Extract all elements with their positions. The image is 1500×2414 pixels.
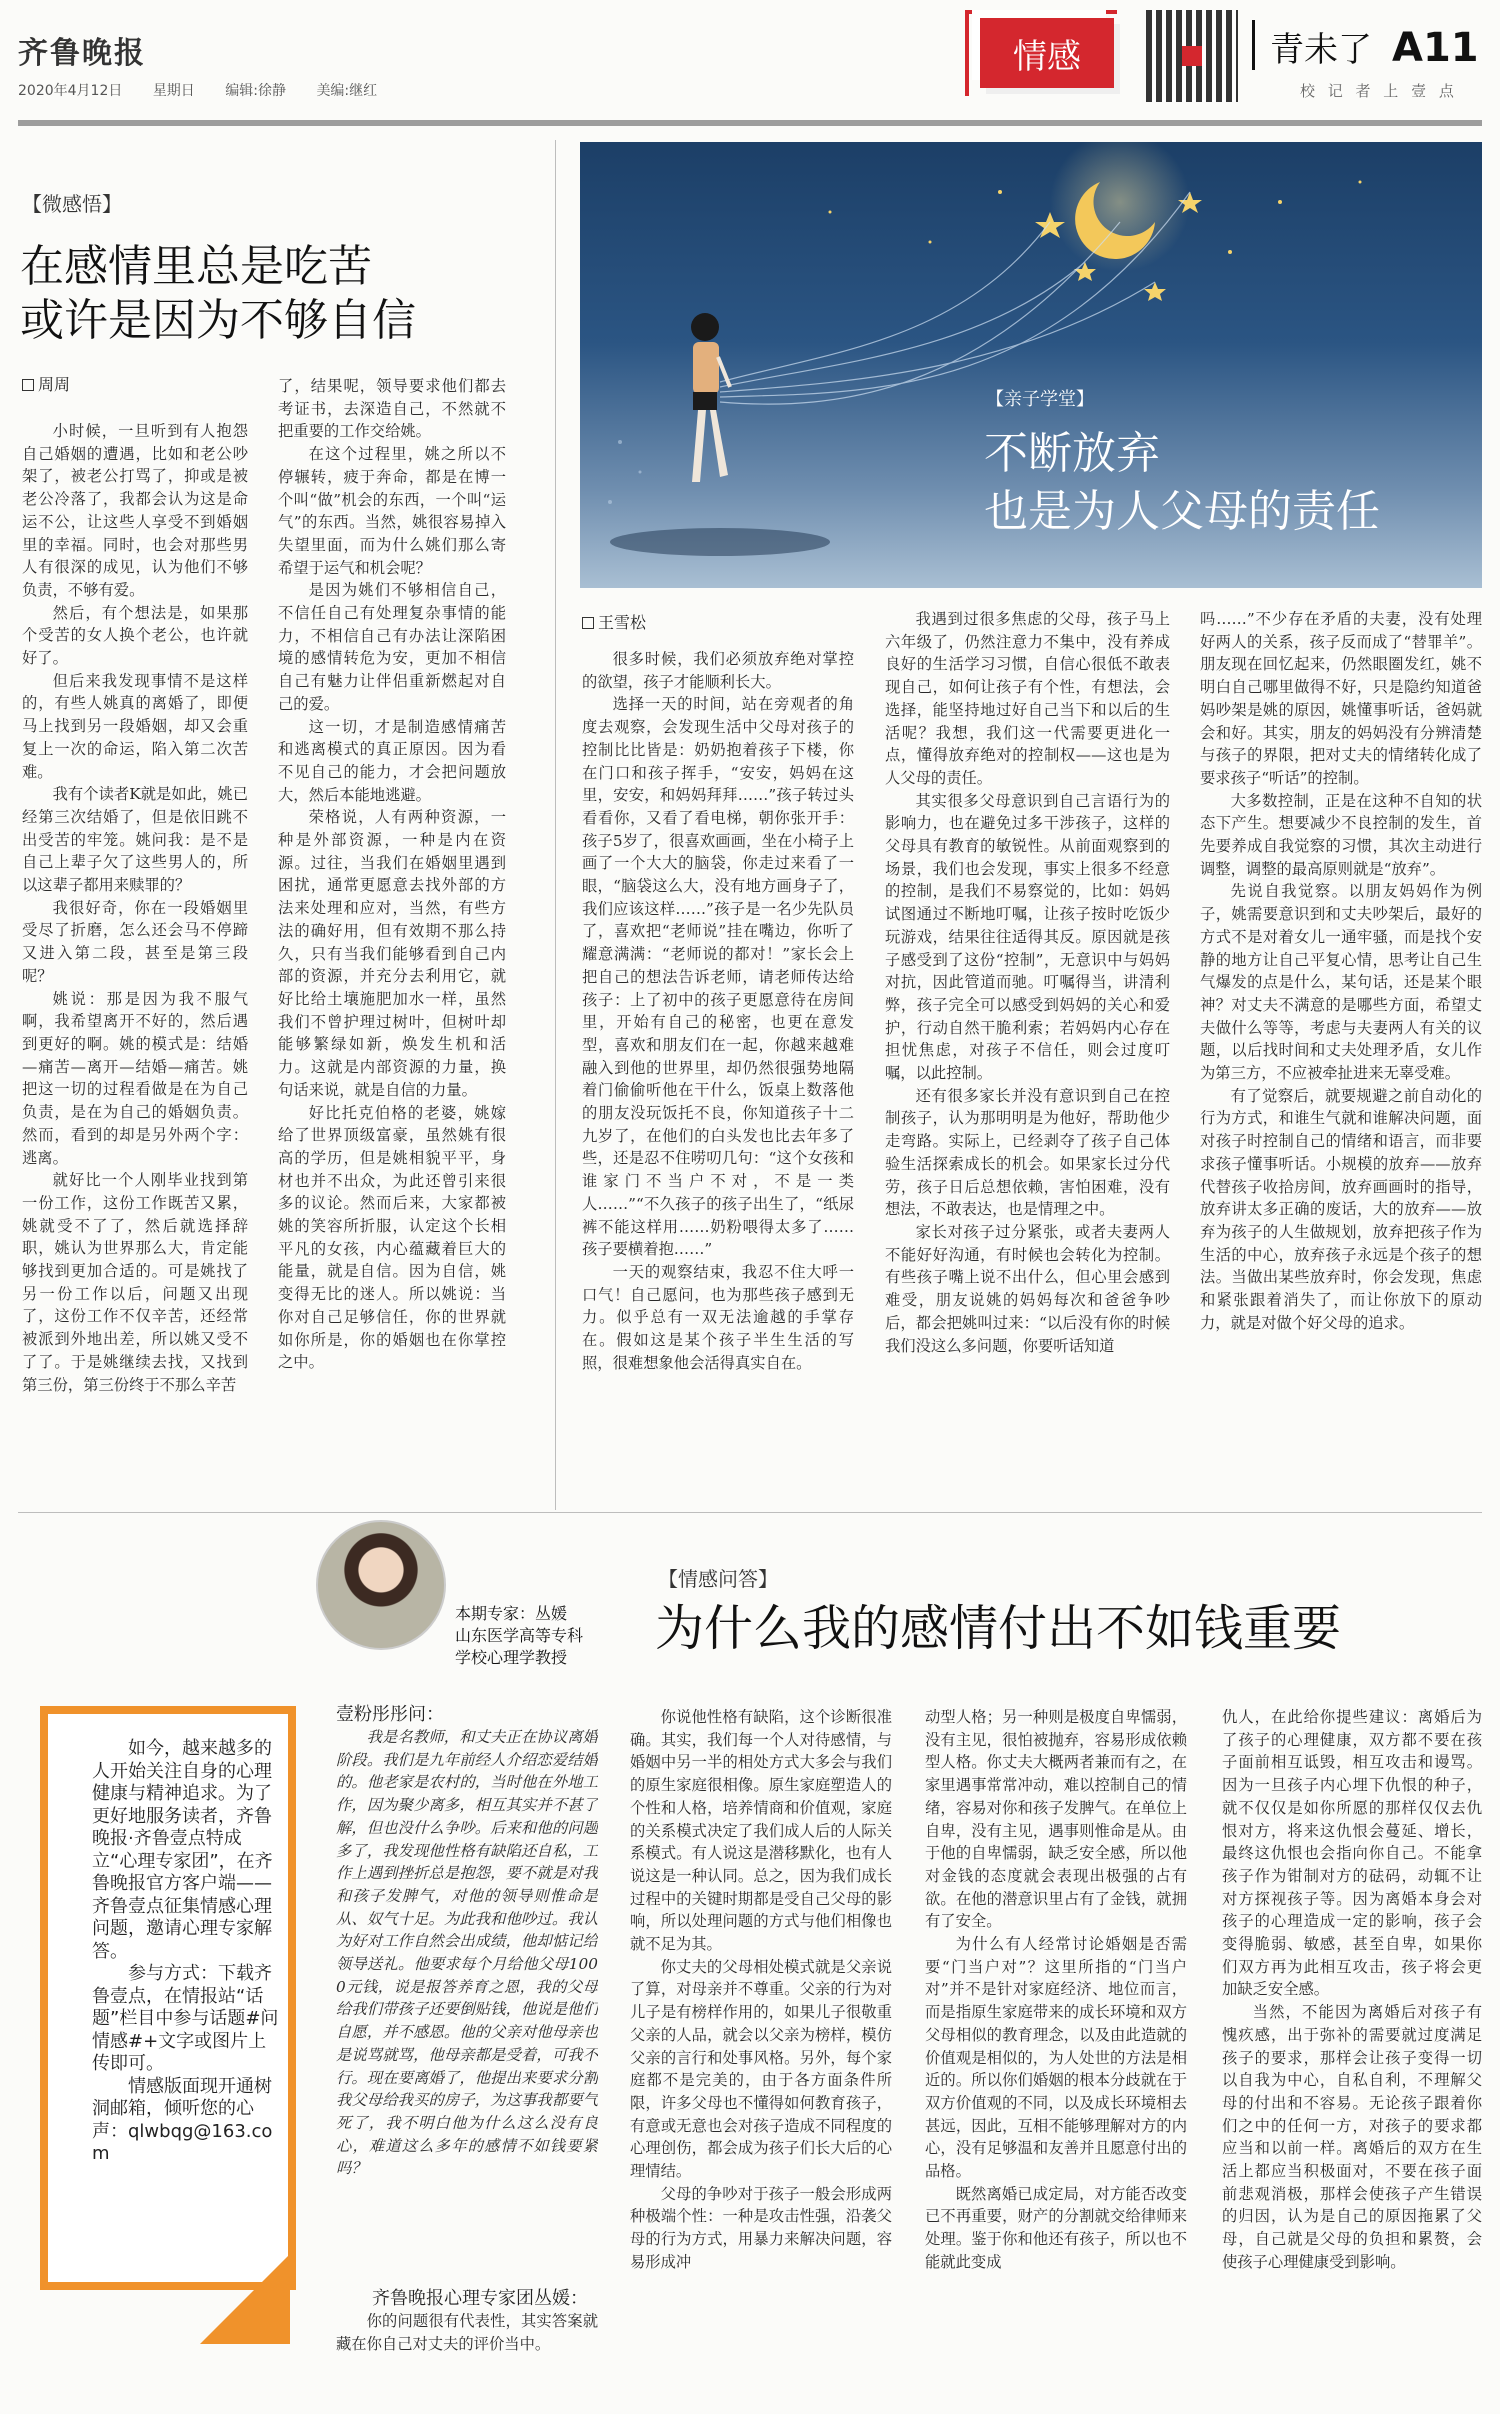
page-section-name: 青未了	[1270, 30, 1372, 70]
letter-heading: 壹粉彤彤问：	[336, 1704, 444, 1725]
paragraph: 我遇到过很多焦虑的父母，孩子马上六年级了，仍然注意力不集中，没有养成良好的生活学习习惯，自信心很低不敢表现自己，如何让孩子有个性，有想法，会选择，能坚持地过好自己当下和以后的生活呢？我想，我们这一代需要更进化一点，懂得放弃绝对的控制权——这也是为人父母的责任。	[885, 610, 1170, 787]
header-divider	[1252, 20, 1255, 70]
expert-credit	[455, 1603, 583, 1669]
paragraph: 很多时候，我们必须放弃绝对掌控的欲望，孩子才能顺利长大。	[582, 650, 854, 691]
designer-credit: 美编:继红	[316, 83, 378, 99]
paragraph: 一天的观察结束，我忍不住大呼一口气！自己愿问，也为那些孩子感到无力。似乎总有一双无法逾越的手掌存在。假如这是某个孩子半生生活的写照，很难想象他会活得真实自在。	[582, 1262, 854, 1372]
paragraph: 小时候，一旦听到有人抱怨自己婚姻的遭遇，比如和老公吵架了，被老公打骂了，抑或是被老公冷落了，我都会认为这是命运不公，让这些人享受不到婚姻里的幸福。同时，也会对那些男人有很深的成见，认为他们不够负责，不够有爱。	[22, 422, 248, 599]
article1-title-line2: 或许是因为不够自信	[20, 294, 416, 346]
article1-column-1	[22, 420, 248, 1500]
answer-column-4	[1222, 1706, 1482, 2406]
expert-title: 学校心理学教授	[455, 1648, 568, 1667]
answer-intro	[336, 2310, 598, 2400]
qr-logo-icon	[1182, 46, 1202, 66]
answer-heading: 齐鲁晚报心理专家团丛媛：	[372, 2288, 588, 2309]
paragraph: 你丈夫的父母相处模式就是父亲说了算，对母亲并不尊重。父亲的行为对儿子是有榜样作用的，如果儿子很敬重父亲的人品，就会以父亲为榜样，模仿父亲的言行和处事风格。另外，每个家庭都不是完美的，由于各方面条件所限，许多父母也不懂得如何教育孩子，有意或无意也会对孩子造成不同程度的心理创伤，都会成为孩子们长大后的心理情结。	[630, 1957, 892, 2181]
paragraph: 还有很多家长并没有意识到自己在控制孩子，认为那明明是为他好，帮助他少走弯路。实际上，已经剥夺了孩子自己体验生活探索成长的机会。如果家长过分代劳，孩子日后总想依赖，害怕困难，没有想法，不敢表达，也是情理之中。	[885, 1086, 1170, 1219]
paragraph: 在这个过程里，姚之所以不停辗转，疲于奔命，都是在博一个叫“做”机会的东西，一个叫“运气”的东西。当然，姚很容易掉入失望里面，而为什么姚们那么寄希望于运气和机会呢？	[278, 445, 506, 577]
paragraph: 是因为姚们不够相信自己，不信任自己有处理复杂事情的能力，不相信自己有办法让深陷困境的感情转危为安，更加不相信自己有魅力让伴侣重新燃起对自己的爱。	[278, 581, 506, 713]
call-for-questions-text	[92, 1738, 282, 2166]
article2-title-line1: 不断放弃	[984, 428, 1160, 479]
proofreader-credit: 校 记 者 上 壹 点	[1300, 82, 1458, 100]
call-for-questions-box	[40, 1706, 296, 2290]
article2-title-line2: 也是为人父母的责任	[984, 486, 1380, 537]
paragraph: 你说他性格有缺陷，这个诊断很准确。其实，我们每一个人对待感情，与婚姻中另一半的相处方式大多会与我们的原生家庭很相像。原生家庭塑造人的个性和人格，培养情商和价值观，家庭的关系模式决定了我们成人后的人际关系模式。有人说这是潜移默化，也有人说这是一种认同。总之，因为我们成长过程中的关键时期都是受自己父母的影响，所以处理问题的方式与他们相像也就不足为其。	[630, 1708, 892, 1954]
paragraph: 仇人，在此给你提些建议：离婚后为了孩子的心理健康，双方都不要在孩子面前相互诋毁，相互攻击和谩骂。因为一旦孩子内心埋下仇恨的种子，就不仅仅是如你所愿的那样仅仅去仇恨对方，将来这仇恨会蔓延、增长，最终这仇恨也会指向你自己。不能拿孩子作为钳制对方的砝码，动辄不让对方探视孩子等。因为离婚本身会对孩子的心理造成一定的影响，孩子会变得脆弱、敏感，甚至自卑，如果你们双方再为此相互攻击，孩子将会更加缺乏安全感。	[1222, 1708, 1482, 1999]
child-figure-icon	[691, 313, 730, 482]
paragraph: 我是名教师，和丈夫正在协议离婚阶段。我们是九年前经人介绍恋爱结婚的。他老家是农村的，当时他在外地工作，因为聚少离多，相互其实并不甚了解，但也没什么争吵。后来和他的问题多了，我发现他性格有缺陷还自私，工作上遇到挫折总是抱怨，要不就是对我和孩子发脾气，对他的领导则惟命是从、奴气十足。为此我和他吵过。我认为好对工作自然会出成绩，他却惦记给领导送礼。他要求每个月给他父母1000元钱，说是报答养育之恩，我的父母给我们带孩子还要倒贴钱，他说是他们自愿，并不感恩。他的父亲对他母亲也是说骂就骂，他母亲都是受着，可我不行。现在要离婚了，他提出来要求分割我父母给我买的房子，为这事我都要气死了，我不明白他为什么这么没有良心，难道这么多年的感情不如钱要紧吗？	[336, 1728, 598, 2178]
paragraph: 有了觉察后，就要规避之前自动化的行为方式，和谁生气就和谁解决问题，面对孩子时控制自己的情绪和语言，而非要求孩子懂事听话。小规模的放弃——放弃代替孩子收拾房间，放弃画画时的指导，放弃讲太多正确的废话，大的放弃——放弃为孩子的人生做规划，放弃把孩子作为生活的中心，放弃孩子永远是个孩子的想法。当做出某些放弃时，你会发现，焦虑和紧张跟着消失了，而让你放下的原动力，就是对做个好父母的追求。	[1200, 1086, 1482, 1332]
expert-name: 本期专家：丛媛	[455, 1604, 568, 1623]
paragraph: 大多数控制，正是在这种不自知的状态下产生。想要减少不良控制的发生，首先要养成自我觉察的习惯，其次主动进行调整，调整的最高原则就是“放弃”。	[1200, 791, 1482, 878]
paragraph: 当然，不能因为离婚后对孩子有愧疚感，出于弥补的需要就过度满足孩子的要求，那样会让孩子变得一切以自我为中心，自私自利，不理解父母的付出和不容易。无论孩子跟着你们之中的任何一方，对孩子的要求都应当和以前一样。离婚后的双方在生活上都应当积极面对，不要在孩子面前悲观消极，那样会使孩子产生错误的归因，认为是自己的原因拖累了父母，自己就是父母的负担和累赘，会使孩子心理健康受到影响。	[1222, 2003, 1482, 2271]
answer-column-3	[925, 1706, 1187, 2406]
issue-date: 2020年4月12日	[18, 83, 123, 99]
paragraph: 就好比一个人刚毕业找到第一份工作，这份工作既苦又累，姚就受不了了，然后就选择辞职，姚认为世界那么大，肯定能够找到更加合适的。可是姚找了另一份工作以后，问题又出现了，这份工作不仅辛苦，还经常被派到外地出差，所以姚又受不了了。于是姚继续去找，又找到第三份，第三份终于不那么辛苦	[22, 1171, 248, 1394]
paragraph: 既然离婚已成定局，对方能否改变已不再重要，财产的分割就交给律师来处理。鉴于你和他还有孩子，所以也不能就此变成	[925, 2184, 1187, 2271]
paragraph: 其实很多父母意识到自己言语行为的影响力，也在避免过多干涉孩子，这样的父母具有教育的敏锐性。从前面观察到的场景，我们也会发现，事实上很多不经意的控制，是我们不易察觉的，比如：妈妈试图通过不断地叮嘱，让孩子按时吃饭少玩游戏，结果往往适得其反。原因就是孩子感受到了这份“控制”，无意识中与妈妈对抗，因此管道而驰。叮嘱得当，讲清利弊，孩子完全可以感受到妈妈的关心和爱护，行动自然干脆利索；若妈妈内心存在担忧焦虑，对孩子不信任，则会过度叮嘱，以此控制。	[885, 791, 1170, 1083]
paragraph: 先说自我觉察。以朋友妈妈作为例子，姚需要意识到和丈夫吵架后，最好的方式不是对着女儿一通牢骚，而是找个安静的地方让自己平复心情，思考让自己生气爆发的点是什么，某句话，还是某个眼神？对丈夫不满意的是哪些方面，希望丈夫做什么等等，考虑与夫妻两人有关的议题，以后找时间和丈夫处理矛盾，女儿作为第三方，不应被牵扯进来无辜受难。	[1200, 882, 1482, 1083]
answer-column-2	[630, 1706, 892, 2406]
page-number: A11	[1392, 25, 1479, 71]
article3-tag: 【情感问答】	[658, 1567, 778, 1591]
article2-column-1	[582, 648, 854, 1500]
paragraph: 了，结果呢，领导要求他们都去考证书，去深造自己，不然就不把重要的工作交给姚。	[278, 377, 506, 441]
editor-credit: 编辑:徐静	[225, 83, 286, 99]
article1-title-line1: 在感情里总是吃苦	[20, 241, 372, 292]
article2-column-2	[885, 608, 1170, 1500]
article1-author: 周周	[22, 372, 70, 395]
paragraph: 好比托克伯格的老婆，姚嫁给了世界顶级富豪，虽然姚有很高的学历，但是姚相貌平平，身材也并不出众，为此还曾引来很多的议论。然而后来，大家都被姚的笑容所折服，认定这个长相平凡的女孩，内心蕴藏着巨大的能量，就是自信。因为自信，姚变得无比的迷人。所以姚说：当你对自己足够信任，你的世界就如你所是，你的婚姻也在你掌控之中。	[278, 1103, 506, 1372]
paragraph: 如今，越来越多的人开始关注自身的心理健康与精神追求。为了更好地服务读者，齐鲁晚报·齐鲁壹点特成立“心理专家团”，在齐鲁晚报官方客户端——齐鲁壹点征集情感心理问题，邀请心理专家解答。	[92, 1738, 273, 1962]
paragraph: 我很好奇，你在一段婚姻里受尽了折磨，怎么还会马不停蹄又进入第二段，甚至是第三段呢？	[22, 898, 248, 985]
paragraph: 荣格说，人有两种资源，一种是外部资源，一种是内在资源。过往，当我们在婚姻里遇到困扰，通常更愿意去找外部的方法来处理和应对，当然，有些方法的确好用，但有效期不那么持久，只有当我们能够看到自己内部的资源，并充分去利用它，就好比给土壤施肥加水一样，虽然我们不曾护理过树叶，但树叶却能够繁绿如新，焕发生机和活力。这就是内部资源的力量，换句话来说，就是自信的力量。	[278, 808, 506, 1099]
paragraph: 但后来我发现事情不是这样的，有些人姚真的离婚了，即便马上找到另一段婚姻，却又会重复上一次的命运，陷入第二次苦难。	[22, 671, 248, 781]
paragraph: 这一切，才是制造感情痛苦和逃离模式的真正原因。因为看不见自己的能力，才会把问题放大，然后本能地逃避。	[278, 717, 506, 804]
paragraph: 吗……”不少存在矛盾的夫妻，没有处理好两人的关系，孩子反而成了“替罪羊”。朋友现在回忆起来，仍然眼圈发红，姚不明白自己哪里做得不好，只是隐约知道爸妈吵架是姚的原因，姚懂事听话，爸妈就会和好。其实，朋友的妈妈没有分辨清楚与孩子的界限，把对丈夫的情绪转化成了要求孩子“听话”的控制。	[1200, 610, 1482, 787]
article2-author: 王雪松	[582, 610, 646, 633]
article2-column-3	[1200, 608, 1482, 1500]
expert-avatar	[316, 1520, 446, 1650]
article1-column-2	[278, 375, 506, 1500]
paragraph: 情感版面现开通树洞邮箱，倾听您的心声：qlwbqg@163.com	[92, 2075, 273, 2164]
expert-affiliation: 山东医学高等专科	[455, 1626, 584, 1645]
dateline	[18, 80, 403, 100]
article1-title	[20, 240, 416, 347]
page-label	[1270, 22, 1479, 71]
article2-title	[984, 425, 1380, 541]
paragraph: 动型人格；另一种则是极度自卑懦弱，没有主见，很怕被抛弃，容易形成依赖型人格。你丈夫大概两者兼而有之，在家里遇事常常冲动，难以控制自己的情绪，容易对你和孩子发脾气。在单位上自卑，没有主见，遇事则惟命是从。由于他的自卑懦弱，缺乏安全感，所以他对金钱的态度就会表现出极强的占有欲。在他的潜意识里占有了金钱，就拥有了安全。	[925, 1708, 1187, 1931]
paragraph: 选择一天的时间，站在旁观者的角度去观察，会发现生活中父母对孩子的控制比比皆是：奶奶抱着孩子下楼，你在门口和孩子挥手，“安安，妈妈在这里，安安，和妈妈拜拜……”孩子转过头看看你，又看了看电梯，朝你张开手：孩子5岁了，很喜欢画画，坐在小椅子上画了一个大大的脑袋，你走过来看了一眼，“脑袋这么大，没有地方画身子了，我们应该这样……”孩子是一名少先队员了，喜欢把“老师说”挂在嘴边，你听了耀意满满：“老师说的都对！”家长会上把自己的想法告诉老师，请老师传达给孩子：上了初中的孩子更愿意待在房间里，开始有自己的秘密，也更在意发型，喜欢和朋友们在一起，你越来越难融入到他的世界里，却仍然很强势地隔着门偷偷听他在干什么，饭桌上数落他的朋友没玩饭托不良，你知道孩子十二九岁了，在他们的白头发也比去年多了些，还是忍不住唠叨几句：“这个女孩和谁家门不当户不对，不是一类人……”“不久孩子的孩子出生了，“纸尿裤不能这样用……奶粉喂得太多了……孩子要横着抱……”	[582, 695, 854, 1259]
paragraph: 父母的争吵对于孩子一般会形成两种极端个性：一种是攻击性强，沿袭父母的行为方式，用暴力来解决问题，容易形成冲	[630, 2184, 892, 2271]
paragraph: 然后，有个想法是，如果那个受苦的女人换个老公，也许就好了。	[22, 603, 248, 668]
paragraph: 家长对孩子过分紧张，或者夫妻两人不能好好沟通，有时候也会转化为控制。有些孩子嘴上说不出什么，但心里会感到难受，朋友说姚的妈妈每次和爸爸争吵后，都会把姚叫过来：“以后没有你的时候我们没这么多问题，你要听话知道	[885, 1222, 1170, 1355]
paragraph: 为什么有人经常讨论婚姻是否需要“门当户对”？这里所指的“门当户对”并不是针对家庭经济、地位而言，而是指原生家庭带来的成长环境和双方父母相似的教育理念，以及由此造就的价值观是相似的，为人处世的方法是相近的。所以你们婚姻的根本分歧就在于双方价值观的不同，以及成长环境相去甚远，因此，互相不能够理解对方的内心，没有足够温和友善并且愿意付出的品格。	[925, 1935, 1187, 2181]
section-rule	[18, 1512, 1482, 1513]
reader-letter	[336, 1726, 598, 2266]
masthead-logo: 齐鲁晚报	[18, 36, 146, 71]
paragraph: 参与方式：下载齐鲁壹点，在情报站“话题”栏目中参与话题#问情感#+文字或图片上传即可。	[92, 1963, 279, 2074]
section-badge: 情感	[980, 18, 1114, 88]
article1-tag: 【微感悟】	[22, 192, 122, 216]
column-divider	[555, 140, 556, 1510]
paragraph: 你的问题很有代表性，其实答案就藏在你自己对丈夫的评价当中。	[336, 2312, 598, 2353]
article2-tag: 【亲子学堂】	[986, 389, 1094, 410]
paragraph: 姚说：那是因为我不服气啊，我希望离开不好的，然后遇到更好的啊。姚的模式是：结婚—痛苦—离开—结婚—痛苦。姚把这一切的过程看做是在为自己负责，是在为自己的婚姻负责。然而，看到的却是另外两个字：逃离。	[22, 989, 248, 1167]
header-rule	[18, 120, 1482, 126]
article3-title: 为什么我的感情付出不如钱重要	[655, 1600, 1342, 1657]
paragraph: 我有个读者K就是如此，姚已经第三次结婚了，但是依旧跳不出受苦的牢笼。姚问我：是不是自己上辈子欠了这些男人的，所以这辈子都用来赎罪的？	[22, 785, 248, 895]
weekday: 星期日	[152, 83, 195, 99]
